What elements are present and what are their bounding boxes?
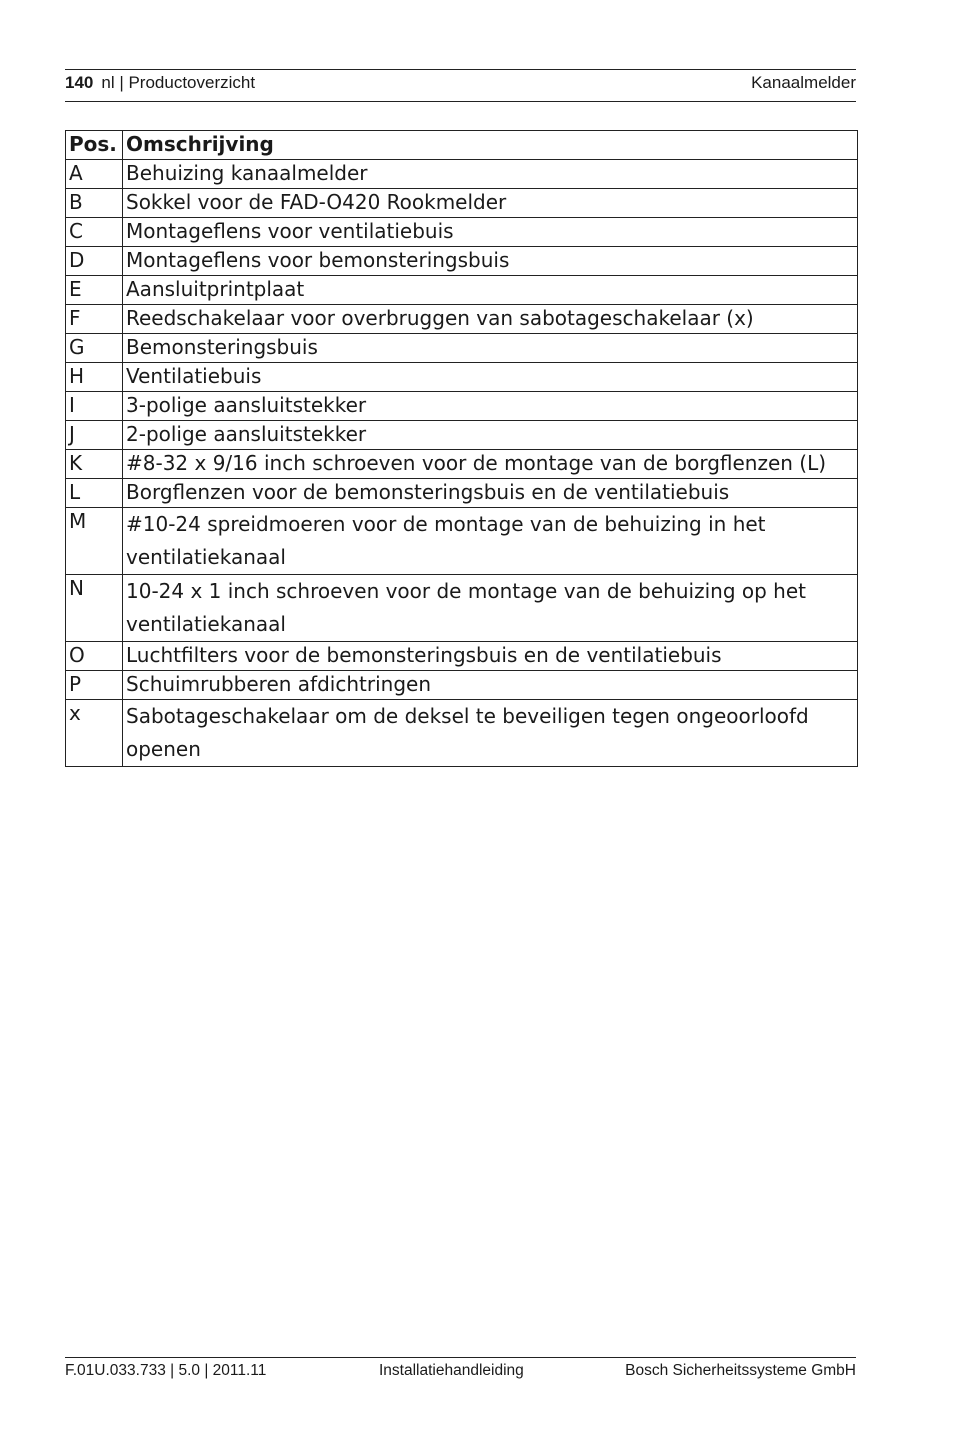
table-row xyxy=(66,363,858,392)
column-header-pos: Pos. xyxy=(66,131,123,160)
row-description: 2-polige aansluitstekker xyxy=(123,421,858,450)
table-row xyxy=(66,218,858,247)
document-id: F.01U.033.733 | 5.0 | 2011.11 xyxy=(65,1362,267,1379)
row-description: #10-24 spreidmoeren voor de montage van de behuizing in het ventilatiekanaal xyxy=(123,508,858,575)
table-row xyxy=(66,247,858,276)
row-pos: I xyxy=(66,392,123,421)
row-pos: L xyxy=(66,479,123,508)
document-type: Installatiehandleiding xyxy=(379,1362,524,1379)
row-description: Bemonsteringsbuis xyxy=(123,334,858,363)
chapter-title: Kanaalmelder xyxy=(751,73,856,92)
table-row xyxy=(66,508,858,575)
table-row xyxy=(66,421,858,450)
table-row xyxy=(66,392,858,421)
row-description: 10-24 x 1 inch schroeven voor de montage van de behuizing op het ventilatiekanaal xyxy=(123,575,858,642)
row-description: Schuimrubberen afdichtringen xyxy=(123,671,858,700)
row-pos: P xyxy=(66,671,123,700)
row-description: Reedschakelaar voor overbruggen van sabotageschakelaar (x) xyxy=(123,305,858,334)
row-description: Sokkel voor de FAD-O420 Rookmelder xyxy=(123,189,858,218)
row-pos: C xyxy=(66,218,123,247)
row-pos: F xyxy=(66,305,123,334)
row-pos: K xyxy=(66,450,123,479)
page-number: 140 xyxy=(65,73,94,92)
company-name: Bosch Sicherheitssysteme GmbH xyxy=(625,1362,856,1379)
table-row xyxy=(66,276,858,305)
table-row xyxy=(66,642,858,671)
page-header xyxy=(65,69,856,102)
row-description: Behuizing kanaalmelder xyxy=(123,160,858,189)
table-row xyxy=(66,160,858,189)
row-description: Luchtfilters voor de bemonsteringsbuis en de ventilatiebuis xyxy=(123,642,858,671)
row-pos: B xyxy=(66,189,123,218)
row-description: Montageflens voor bemonsteringsbuis xyxy=(123,247,858,276)
row-pos: E xyxy=(66,276,123,305)
column-header-description: Omschrijving xyxy=(123,131,858,160)
row-pos: H xyxy=(66,363,123,392)
table-row xyxy=(66,450,858,479)
row-pos: M xyxy=(66,508,123,575)
row-pos: A xyxy=(66,160,123,189)
table-row xyxy=(66,575,858,642)
table-header-row xyxy=(66,131,858,160)
row-description: Sabotageschakelaar om de deksel te beveiligen tegen ongeoorloofd openen xyxy=(123,700,858,767)
row-pos: N xyxy=(66,575,123,642)
row-description: Ventilatiebuis xyxy=(123,363,858,392)
row-pos: J xyxy=(66,421,123,450)
table-row xyxy=(66,479,858,508)
row-description: Montageflens voor ventilatiebuis xyxy=(123,218,858,247)
section-title: nl | Productoverzicht xyxy=(101,73,256,92)
row-description: Aansluitprintplaat xyxy=(123,276,858,305)
header-left xyxy=(65,72,255,94)
table-row xyxy=(66,700,858,767)
row-pos: G xyxy=(66,334,123,363)
row-description: 3-polige aansluitstekker xyxy=(123,392,858,421)
page-footer xyxy=(65,1357,856,1382)
row-description: #8-32 x 9/16 inch schroeven voor de montage van de borgflenzen (L) xyxy=(123,450,858,479)
row-pos: O xyxy=(66,642,123,671)
table-row xyxy=(66,671,858,700)
table-row xyxy=(66,189,858,218)
table-row xyxy=(66,305,858,334)
row-description: Borgflenzen voor de bemonsteringsbuis en de ventilatiebuis xyxy=(123,479,858,508)
row-pos: x xyxy=(66,700,123,767)
parts-table xyxy=(65,130,858,767)
row-pos: D xyxy=(66,247,123,276)
table-row xyxy=(66,334,858,363)
